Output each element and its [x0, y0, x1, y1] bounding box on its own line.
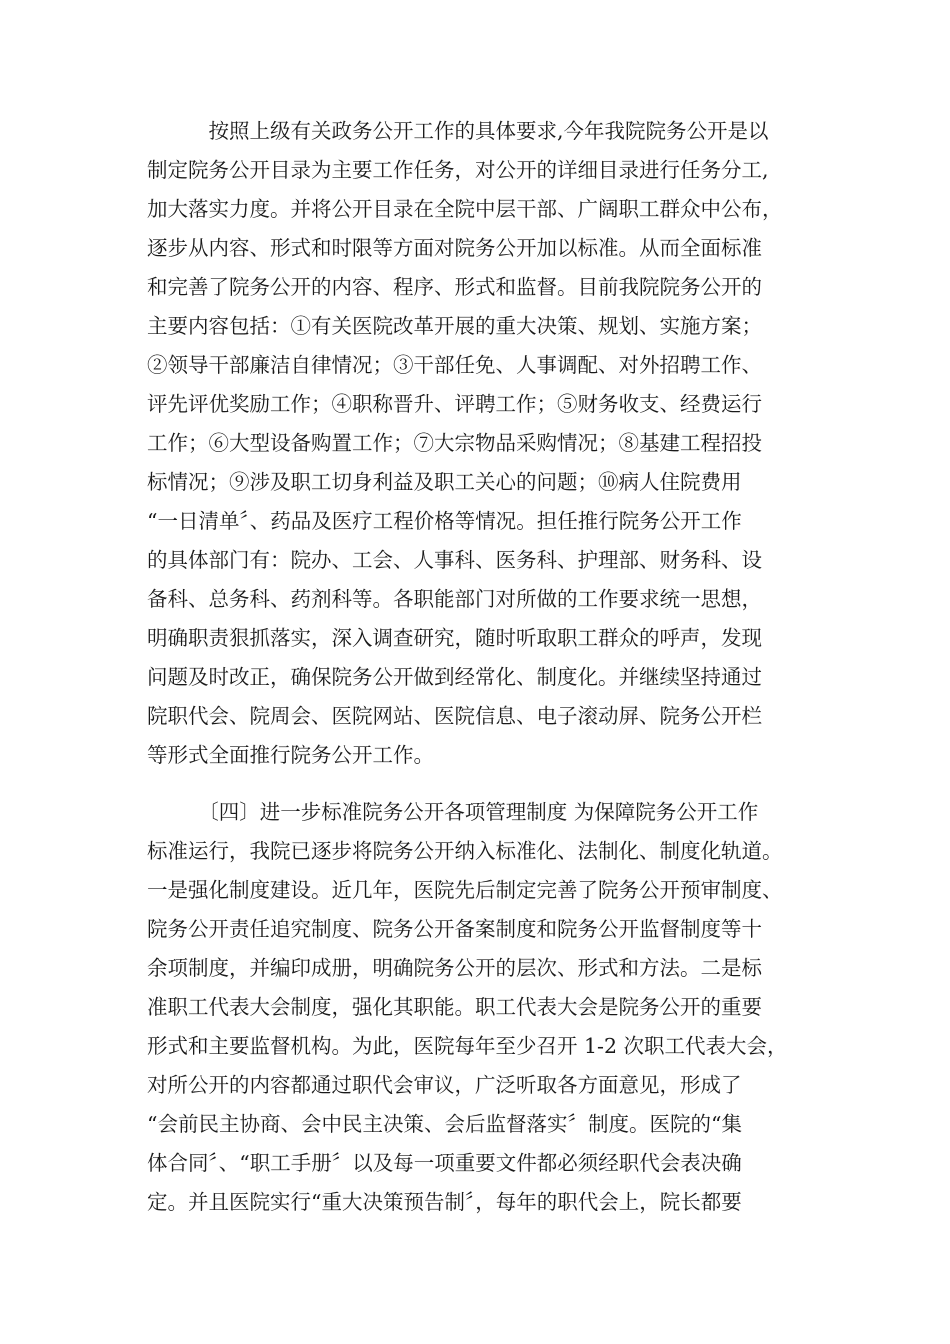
text-line: 一是强化制度建设。近几年，医院先后制定完善了院务公开预审制度、 — [147, 878, 783, 902]
text-line: 形式和主要监督机构。为此，医院每年至少召开 1-2 次职工代表大会， — [147, 1034, 788, 1058]
text-line: 定。并且医院实行“重大决策预告制〞，每年的职代会上，院长都要 — [147, 1190, 742, 1214]
text-line: 标情况；⑨涉及职工切身利益及职工关心的问题；⑩病人住院费用 — [147, 470, 742, 494]
text-line: 工作；⑥大型设备购置工作；⑦大宗物品采购情况；⑧基建工程招投 — [147, 431, 762, 455]
text-line: 院职代会、院周会、医院网站、医院信息、电子滚动屏、院务公开栏 — [147, 704, 762, 728]
text-line: 余项制度，并编印成册，明确院务公开的层次、形式和方法。二是标 — [147, 956, 762, 980]
text-line: “一日清单〞、药品及医疗工程价格等情况。担任推行院务公开工作 — [147, 509, 742, 533]
text-line: 制定院务公开目录为主要工作任务，对公开的详细目录进行任务分工, — [147, 158, 769, 182]
text-line: 准职工代表大会制度，强化其职能。职工代表大会是院务公开的重要 — [147, 995, 762, 1019]
text-line: 体合同〞、“职工手册〞以及每一项重要文件都必须经职代会表决确 — [147, 1151, 742, 1175]
text-line: 明确职责狠抓落实，深入调查研究，随时听取职工群众的呼声，发现 — [147, 626, 762, 650]
text-line: 逐步从内容、形式和时限等方面对院务公开加以标准。从而全面标准 — [147, 236, 762, 260]
text-line: 院务公开责任追究制度、院务公开备案制度和院务公开监督制度等十 — [147, 917, 762, 941]
paragraph-hospital-affairs-disclosure — [147, 112, 807, 775]
text-line: 〔四〕进一步标准院务公开各项管理制度 为保障院务公开工作 — [147, 800, 759, 824]
text-line: 对所公开的内容都通过职代会审议，广泛听取各方面意见，形成了 — [147, 1073, 742, 1097]
text-line: 按照上级有关政务公开工作的具体要求,今年我院院务公开是以 — [147, 119, 769, 143]
text-line: “会前民主协商、会中民主决策、会后监督落实〞制度。医院的“集 — [147, 1112, 742, 1136]
text-line: 和完善了院务公开的内容、程序、形式和监督。目前我院院务公开的 — [147, 275, 762, 299]
text-line: 等形式全面推行院务公开工作。 — [147, 743, 434, 767]
text-line: 加大落实力度。并将公开目录在全院中层干部、广阔职工群众中公布， — [147, 197, 783, 221]
text-line: 问题及时改正，确保院务公开做到经常化、制度化。并继续坚持通过 — [147, 665, 762, 689]
text-line: 主要内容包括：①有关医院改革开展的重大决策、规划、实施方案； — [147, 314, 762, 338]
text-line: 的具体部门有：院办、工会、人事科、医务科、护理部、财务科、设 — [147, 548, 762, 572]
paragraph-management-system — [147, 793, 807, 1222]
text-line: ②领导干部廉洁自律情况；③干部任免、人事调配、对外招聘工作、 — [147, 353, 762, 377]
text-line: 评先评优奖励工作；④职称晋升、评聘工作；⑤财务收支、经费运行 — [147, 392, 762, 416]
text-line: 标准运行，我院已逐步将院务公开纳入标准化、法制化、制度化轨道。 — [147, 839, 783, 863]
text-line: 备科、总务科、药剂科等。各职能部门对所做的工作要求统一思想， — [147, 587, 762, 611]
